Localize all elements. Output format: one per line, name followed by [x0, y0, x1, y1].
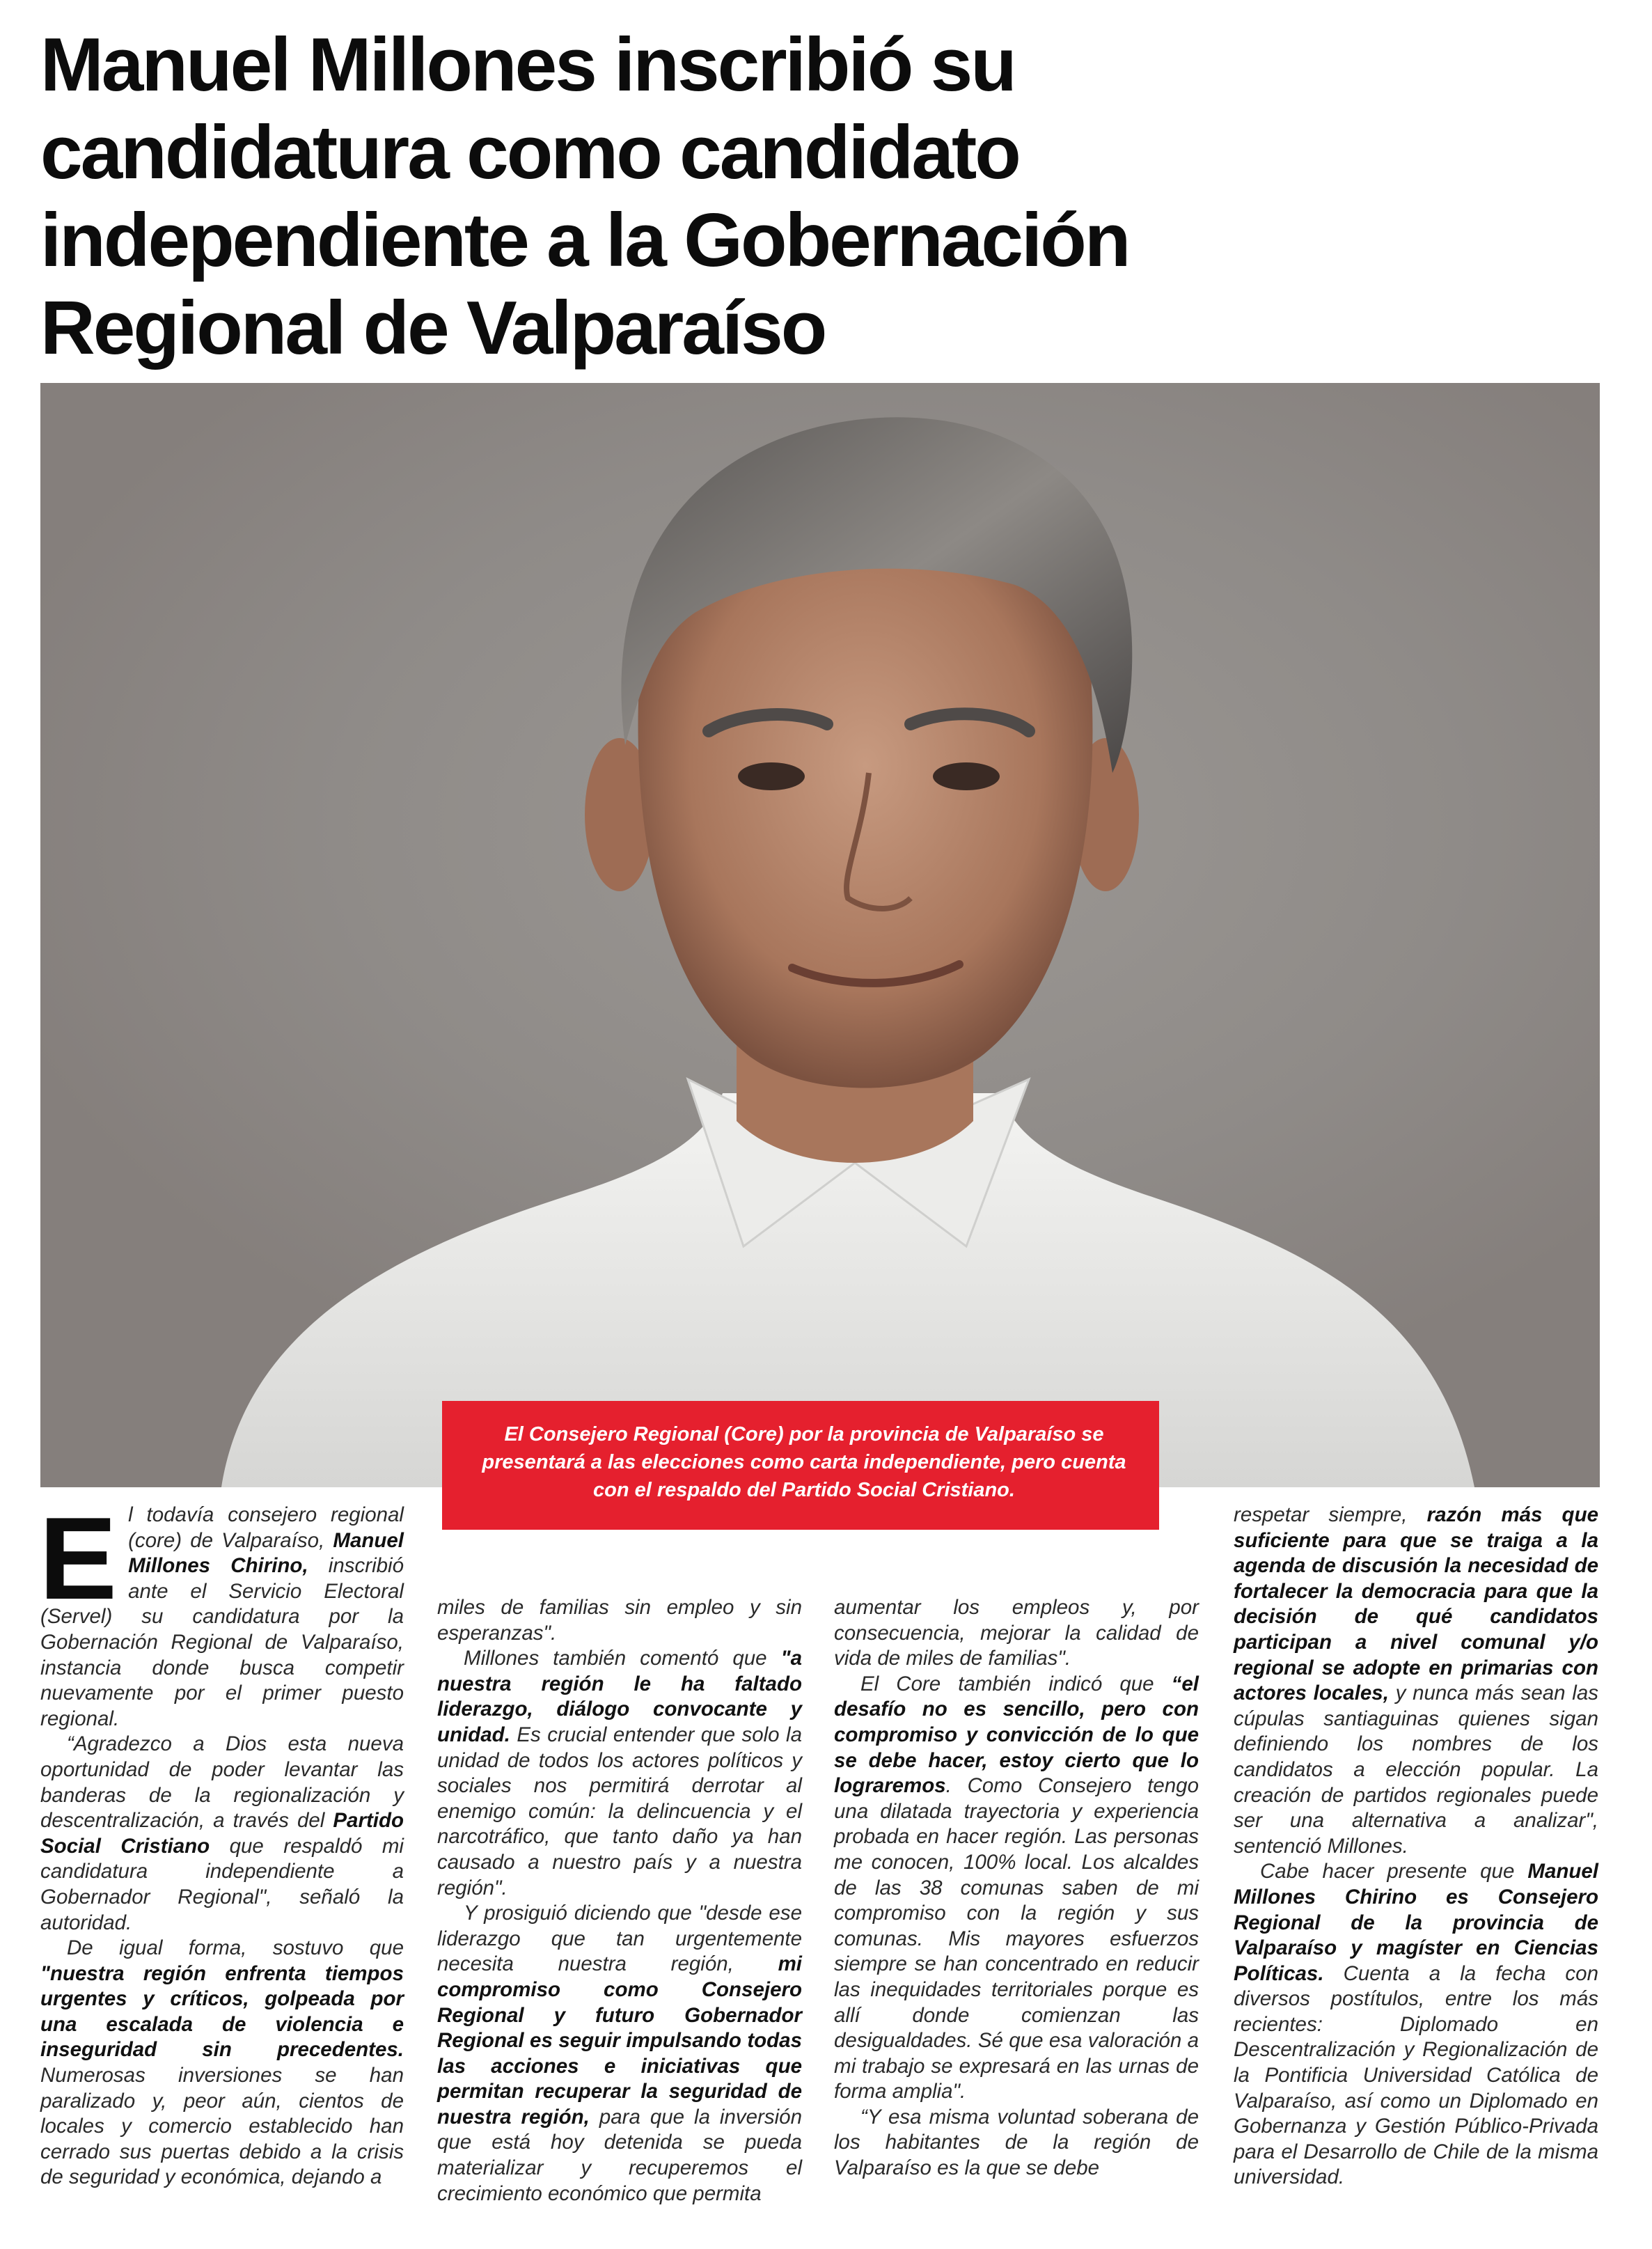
- paragraph: [1234, 1503, 1598, 1859]
- headline-line-2: candidatura como candidato: [40, 110, 1019, 195]
- headline-line-4: Regional de Valparaíso: [40, 285, 826, 370]
- text-run: y nunca más sean las cúpulas santiaguinas quienes sigan definiendo los nombres de los candidatos a elección popular. La creación de partidos regionales puede ser una alternativa a analizar", sentenció Millones.: [1234, 1682, 1598, 1858]
- paragraph: [40, 1732, 404, 1936]
- bold-run: "a nuestra región le ha faltado liderazgo, diálogo convocante y unidad.: [437, 1647, 802, 1746]
- bold-run: Manuel Millones Chirino,: [128, 1528, 404, 1578]
- text-run: para que la inversión que está hoy detenida se pueda materializar y recuperemos el crecimiento económico que permita: [437, 2105, 802, 2205]
- headline-line-3: independiente a la Gobernación: [40, 198, 1129, 283]
- text-run: Numerosas inversiones se han paralizado y, peor aún, cientos de locales y comercio establecido han cerrado sus puertas debido a la crisis de seguridad y económica, dejando a: [40, 2064, 404, 2189]
- text-run: respetar siempre,: [1234, 1503, 1427, 1526]
- bold-run: "nuestra región enfrenta tiempos urgentes y críticos, golpeada por una escalada de violencia e inseguridad sin precedentes.: [40, 1961, 404, 2062]
- bold-run: Manuel Millones Chirino es Consejero Regional de la provincia de Valparaíso y magíster en Ciencias Políticas.: [1234, 1860, 1598, 1985]
- portrait-photo: [40, 383, 1600, 1487]
- drop-cap: E: [39, 1493, 118, 1624]
- text-run: De igual forma, sostuvo que: [67, 1936, 404, 1960]
- paragraph: aumentar los empleos y, por consecuencia, mejorar la calidad de vida de miles de familias".: [834, 1596, 1199, 1670]
- article-column-1: [39, 1493, 404, 2191]
- paragraph: “Y esa misma voluntad soberana de los habitantes de la región de Valparaíso es la que se debe: [834, 2105, 1199, 2180]
- headline: [40, 21, 1614, 372]
- article-column-2: [437, 1595, 802, 2207]
- bold-run: Partido Social Cristiano: [40, 1809, 404, 1858]
- text-run: Y prosiguió diciendo que "desde ese liderazgo que tan urgentemente necesita nuestra región,: [437, 1902, 802, 1976]
- paragraph: [834, 1672, 1199, 2105]
- text-run: El Core también indicó que: [860, 1672, 1172, 1695]
- paragraph: [437, 1646, 802, 1901]
- text-run: Es crucial entender que solo la unidad de todos los actores políticos y sociales nos permitirá derrotar al enemigo común: la delincuencia y el narcotráfico, que tanto daño ya han causado a nuestro país y a nuestra región".: [437, 1723, 802, 1899]
- text-run: . Como Consejero tengo una dilatada trayectoria y experiencia probada en hacer región. Las personas me conocen, 100% local. Los alcaldes de las 38 comunas saben de mi compromiso con la región y sus comunas. Mis mayores esfuerzos siempre se han concentrado en reducir las inequidades territoriales porque es allí donde comienzan las desigualdades. Sé que esa valoración a mi trabajo se expresará en las urnas de forma amplia".: [834, 1774, 1199, 2103]
- text-run: Cabe hacer presente que: [1260, 1860, 1528, 1883]
- text-run: inscribió ante el Servicio Electoral (Servel) su candidatura por la Gobernación Regional de Valparaíso, instancia donde busca competir nuevamente por el primer puesto regional.: [40, 1554, 404, 1730]
- article-column-3: [834, 1595, 1199, 2181]
- text-run: “Agradezco a Dios esta nueva oportunidad de poder levantar las banderas de la regionalización y descentralización, a través del: [40, 1732, 404, 1833]
- bold-run: mi compromiso como Consejero Regional y futuro Gobernador Regional es seguir impulsando todas las acciones e iniciativas que permitan recuperar la seguridad de nuestra región,: [437, 1952, 802, 2129]
- text-run: que respaldó mi candidatura independiente a Gobernador Regional", señaló la autoridad.: [40, 1834, 404, 1934]
- text-run: Cuenta a la fecha con diversos postítulos, entre los más recientes: Diplomado en Descentralización y Regionalización de la Pontificia Universidad Católica de Valparaíso, así como un Diplomado en Gobernanza y Gestión Público-Privada para el Desarrollo de Chile de la misma universidad.: [1234, 1961, 1598, 2189]
- bold-run: razón más que suficiente para que se traiga a la agenda de discusión la necesidad de fortalecer la democracia para que la decisión de qué candidatos participan a nivel comunal y/o regional se adopte en primarias con actores locales,: [1234, 1503, 1599, 1705]
- paragraph: [437, 1901, 802, 2207]
- paragraph: [1234, 1859, 1598, 2191]
- portrait-illustration: [40, 383, 1600, 1487]
- paragraph: miles de familias sin empleo y sin esperanzas".: [437, 1596, 802, 1645]
- headline-line-1: Manuel Millones inscribió su: [40, 22, 1015, 107]
- text-run: l todavía consejero regional (core) de Valparaíso,: [128, 1503, 404, 1552]
- article-column-4: [1234, 1503, 1598, 2191]
- photo-caption: El Consejero Regional (Core) por la provincia de Valparaíso se presentará a las elecciones como carta independiente, pero cuenta con el respaldo del Partido Social Cristiano.: [442, 1401, 1159, 1530]
- bold-run: “el desafío no es sencillo, pero con compromiso y convicción de lo que se debe hacer, estoy cierto que lo lograremos: [834, 1672, 1199, 1798]
- paragraph: [40, 1936, 404, 2191]
- paragraph: [39, 1493, 404, 1732]
- text-run: Millones también comentó que: [464, 1647, 781, 1670]
